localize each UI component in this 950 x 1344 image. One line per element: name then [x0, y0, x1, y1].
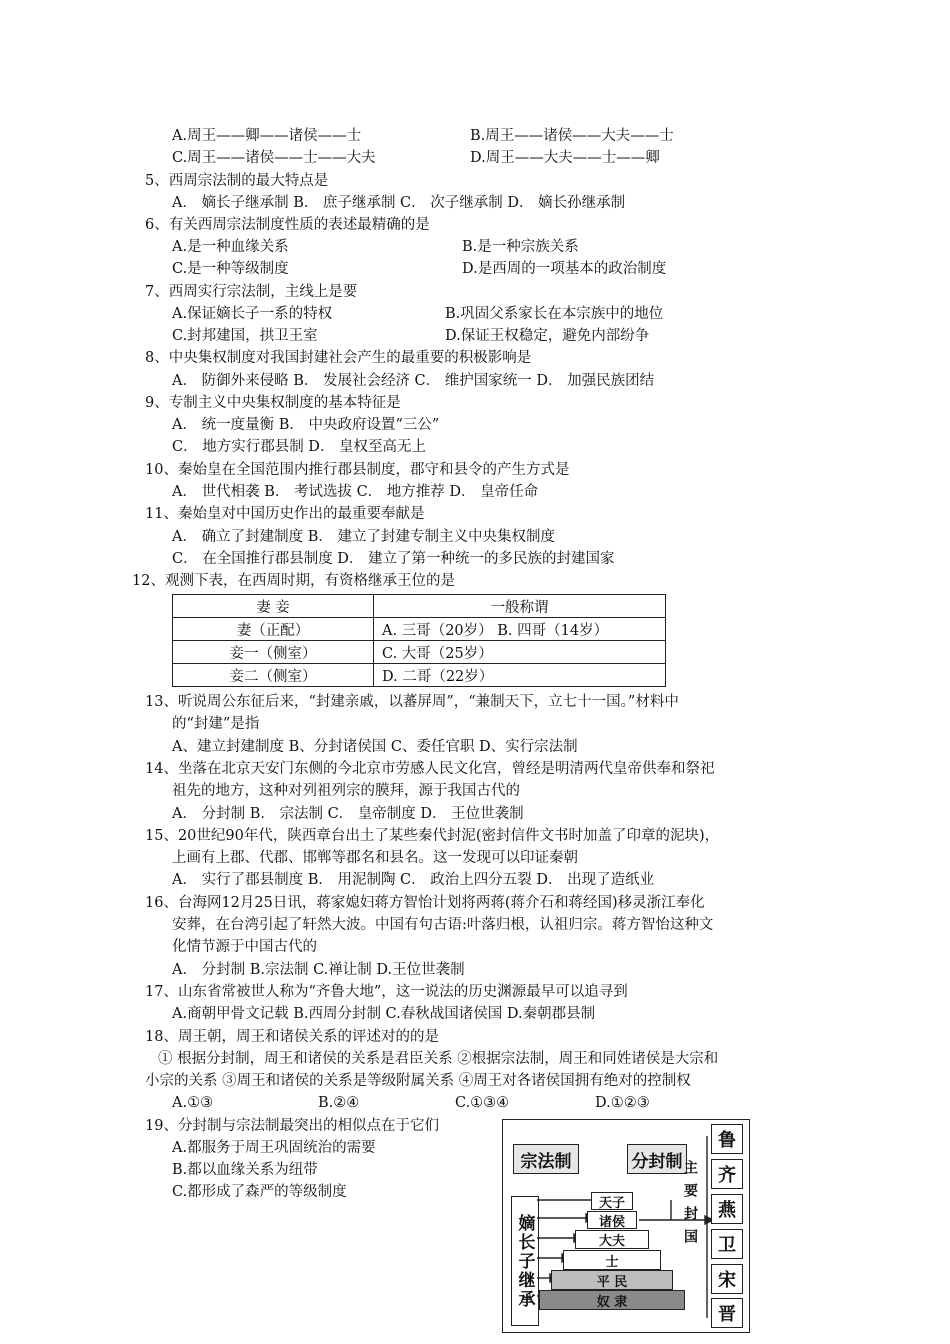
table-row — [173, 641, 666, 664]
text-line: A． 统一度量衡 B． 中央政府设置“三公” — [172, 417, 440, 433]
table-cell: C. 大哥（25岁） — [374, 641, 666, 664]
text-line: D.保证王权稳定，避免内部纷争 — [445, 328, 650, 344]
table-cell: D. 二哥（22岁） — [374, 664, 666, 687]
tier-zhuhou: 诸侯 — [587, 1211, 637, 1229]
text-line: 11、秦始皇对中国历史作出的最重要奉献是 — [145, 506, 425, 522]
text-line: A． 防御外来侵略 B． 发展社会经济 C． 维护国家统一 D． 加强民族团结 — [172, 373, 655, 389]
state-lu: 鲁 — [711, 1124, 743, 1154]
tier-shi: 士 — [563, 1250, 661, 1270]
text-line: D.周王——大夫——士——卿 — [470, 150, 660, 166]
text-line: 17、山东省常被世人称为“齐鲁大地”，这一说法的历史渊源最早可以追寻到 — [145, 984, 628, 1000]
tier-pingmin: 平 民 — [551, 1270, 673, 1290]
text-line: 的“封建”是指 — [172, 716, 260, 732]
tier-daifu: 大夫 — [575, 1230, 649, 1249]
text-line: 15、20世纪90年代，陕西章台出土了某些秦代封泥(密封信件文书时加盖了印章的泥块)， — [145, 828, 720, 844]
text-line: 12、观测下表，在西周时期，有资格继承王位的是 — [132, 573, 455, 589]
tier-nuli: 奴 隶 — [539, 1290, 685, 1310]
text-line: 6、有关西周宗法制度性质的表述最精确的是 — [145, 217, 430, 233]
table-cell: 妻（正配） — [173, 618, 374, 641]
table-cell: 妾二（侧室） — [173, 664, 374, 687]
state-jin: 晋 — [711, 1298, 743, 1328]
text-line: A.都服务于周王巩固统治的需要 — [172, 1140, 376, 1156]
text-line: 9、专制主义中央集权制度的基本特征是 — [145, 395, 401, 411]
table-header-cell: 一般称谓 — [374, 595, 666, 618]
text-line: C.是一种等级制度 — [172, 261, 289, 277]
text-line: 19、分封制与宗法制最突出的相似点在于它们 — [145, 1118, 439, 1134]
text-line: C． 在全国推行郡县制度 D． 建立了第一种统一的多民族的封建国家 — [172, 551, 615, 567]
table-row — [173, 618, 666, 641]
text-line: A． 嫡长子继承制 B． 庶子继承制 C． 次子继承制 D． 嫡长孙继承制 — [172, 195, 626, 211]
text-line: A.商朝甲骨文记载 B.西周分封制 C.春秋战国诸侯国 D.秦朝郡县制 — [172, 1006, 596, 1022]
fenfeng-label: 分封制 — [627, 1144, 687, 1174]
text-line: A.周王——卿——诸侯——士 — [172, 128, 362, 144]
text-line: B.是一种宗族关系 — [462, 239, 579, 255]
text-line: 化情节源于中国古代的 — [172, 939, 317, 955]
state-qi: 齐 — [711, 1159, 743, 1189]
text-line: A． 分封制 B.宗法制 C.禅让制 D.王位世袭制 — [172, 962, 465, 978]
text-line: ① 根据分封制，周王和诸侯的关系是君臣关系 ②根据宗法制，周王和同姓诸侯是大宗和 — [158, 1051, 719, 1067]
table-cell: 妾一（侧室） — [173, 641, 374, 664]
table-row — [173, 664, 666, 687]
text-line: A、建立封建制度 B、分封诸侯国 C、委任官职 D、实行宗法制 — [172, 739, 578, 755]
table-header-cell: 妻 妾 — [173, 595, 374, 618]
text-line: D.①②③ — [595, 1095, 650, 1111]
text-line: 16、台海网12月25日讯，蒋家媳妇蒋方智怡计划将两蒋(蒋介石和蒋经国)移灵浙江奉化 — [145, 895, 705, 911]
text-line: C.都形成了森严的等级制度 — [172, 1184, 347, 1200]
text-line: C.①③④ — [455, 1095, 510, 1111]
text-line: A.①③ — [172, 1095, 214, 1111]
state-yan: 燕 — [711, 1194, 743, 1224]
text-line: 7、西周实行宗法制，主线上是要 — [145, 284, 358, 300]
zhuyao-label: 主要封国 — [682, 1160, 698, 1252]
text-line: B.巩固父系家长在本宗族中的地位 — [445, 306, 664, 322]
text-line: A． 确立了封建制度 B． 建立了封建专制主义中央集权制度 — [172, 529, 555, 545]
dizhangzi-label: 嫡长子继承 — [511, 1196, 539, 1326]
q12-table — [172, 594, 666, 687]
text-line: 10、秦始皇在全国范围内推行郡县制度，郡守和县令的产生方式是 — [145, 462, 570, 478]
text-line: A． 分封制 B． 宗法制 C． 皇帝制度 D． 王位世袭制 — [172, 806, 524, 822]
text-line: C.周王——诸侯——士——大夫 — [172, 150, 376, 166]
text-line: A.是一种血缘关系 — [172, 239, 289, 255]
text-line: 18、周王朝，周王和诸侯关系的评述对的的是 — [145, 1029, 439, 1045]
text-line: 上画有上郡、代郡、邯郸等郡名和县名。这一发现可以印证秦朝 — [172, 850, 578, 866]
text-line: 祖先的地方，这种对列祖列宗的膜拜，源于我国古代的 — [172, 783, 520, 799]
text-line: C． 地方实行郡县制 D． 皇权至高无上 — [172, 439, 427, 455]
state-song: 宋 — [711, 1264, 743, 1294]
text-line: 13、听说周公东征后来，“封建亲戚，以蕃屏周”，“兼制天下，立七十一国。”材料中 — [145, 694, 679, 710]
text-line: 5、西周宗法制的最大特点是 — [145, 173, 329, 189]
text-line: 安葬，在台湾引起了轩然大波。中国有句古语:叶落归根，认祖归宗。蒋方智怡这种文 — [172, 917, 714, 933]
text-line: B.②④ — [318, 1095, 360, 1111]
text-line: A.保证嫡长子一系的特权 — [172, 306, 333, 322]
tier-tianzi: 天子 — [591, 1192, 633, 1210]
text-line: B.都以血缘关系为纽带 — [172, 1162, 318, 1178]
text-line: C.封邦建国，拱卫王室 — [172, 328, 318, 344]
text-line: B.周王——诸侯——大夫——士 — [470, 128, 674, 144]
text-line: 8、中央集权制度对我国封建社会产生的最重要的积极影响是 — [145, 350, 532, 366]
text-line: 14、坐落在北京天安门东侧的今北京市劳感人民文化宫，曾经是明清两代皇帝供奉和祭祀 — [145, 761, 715, 777]
text-line: D.是西周的一项基本的政治制度 — [462, 261, 667, 277]
zongfa-fenfeng-diagram — [502, 1119, 750, 1333]
state-wei: 卫 — [711, 1229, 743, 1259]
table-cell: A. 三哥（20岁） B. 四哥（14岁） — [374, 618, 666, 641]
text-line: 小宗的关系 ③周王和诸侯的关系是等级附属关系 ④周王对各诸侯国拥有绝对的控制权 — [145, 1073, 691, 1089]
zongfa-label: 宗法制 — [513, 1144, 579, 1174]
text-line: A． 世代相袭 B． 考试选拔 C． 地方推荐 D． 皇帝任命 — [172, 484, 539, 500]
text-line: A． 实行了郡县制度 B． 用泥制陶 C． 政治上四分五裂 D． 出现了造纸业 — [172, 872, 655, 888]
